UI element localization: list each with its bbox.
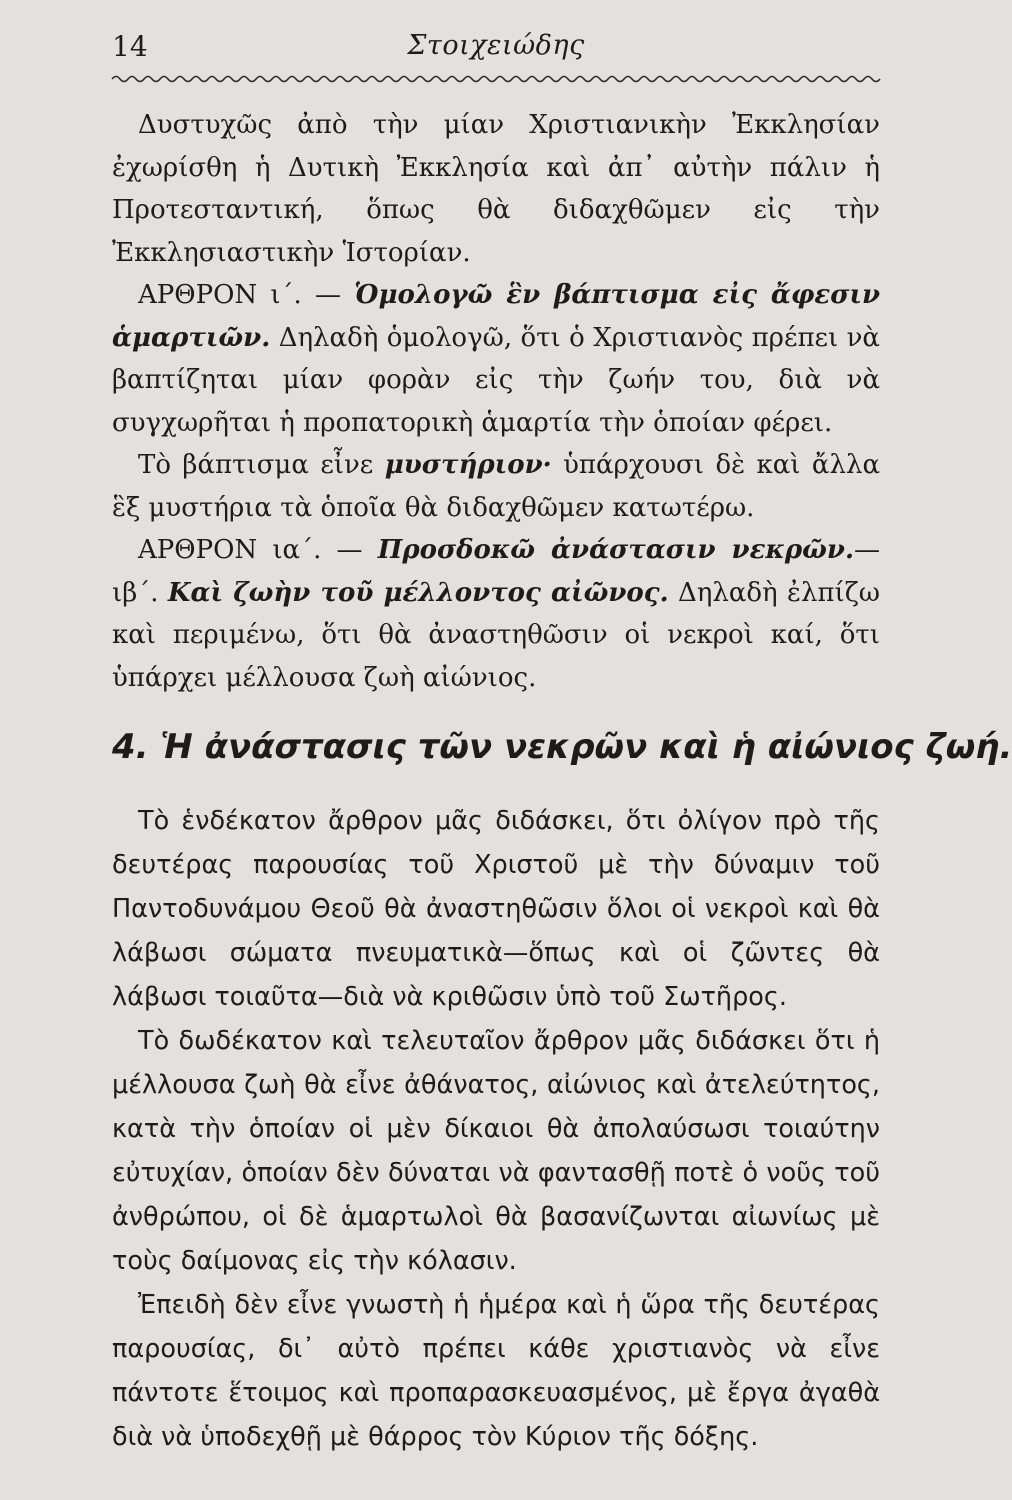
section-heading: 4. Ἡ ἀνάστασις τῶν νεκρῶν καὶ ἡ αἰώνιος ζωή.	[112, 727, 1012, 767]
article-10-title: Ὁμολογῶ ἓν βάπτισμα εἰς ἄφεσιν ἁμαρτιῶν.	[112, 280, 880, 353]
wavy-divider	[112, 72, 880, 86]
article-11-text: Δηλαδὴ ἐλπίζω καὶ περιμένω, ὅτι θὰ ἀναστηθῶσιν οἱ νεκροὶ καί, ὅτι ὑπάρχει μέλλουσα ζωὴ αἰώνιος.	[112, 577, 881, 693]
baptism-text-start: Τὸ βάπτισμα εἶνε	[138, 450, 385, 480]
article-11-label: ΑΡΘΡΟΝ ια΄. —	[138, 535, 363, 565]
paragraph-baptism	[112, 444, 880, 529]
article-11-title: Προσδοκῶ ἀνάστασιν νεκρῶν.	[377, 535, 855, 565]
page-number: 14	[112, 30, 148, 63]
paragraph-article-11-12	[112, 529, 880, 699]
paragraph-eternal-life: Τὸ δωδέκατον καὶ τελευταῖον ἄρθρον μᾶς διδάσκει ὅτι ἡ μέλλουσα ζωὴ θὰ εἶνε ἀθάνατος, αἰώνιος καὶ ἀτελεύτητος, κατὰ τὴν ὁποίαν οἱ μὲν δίκαιοι θὰ ἀπολαύσωσι τοιαύτην εὐτυχίαν, ὁποίαν δὲν δύναται νὰ φαντασθῇ ποτὲ ὁ νοῦς τοῦ ἀνθρώπου, οἱ δὲ ἁμαρτωλοὶ θὰ βασανίζωνται αἰωνίως μὲ τοὺς δαίμονας εἰς τὴν κόλασιν.	[112, 1026, 880, 1276]
baptism-emphasis: μυστήριον·	[384, 450, 552, 480]
article-10-label: ΑΡΘΡΟΝ ι΄. —	[138, 280, 341, 310]
paragraph-schism: Δυστυχῶς ἀπὸ τὴν μίαν Χριστιανικὴν Ἐκκλησίαν ἐχωρίσθη ἡ Δυτικὴ Ἐκκλησία καὶ ἀπ᾿ αὐτὴν πάλιν ἡ Προτεσταντική, ὅπως θὰ διδαχθῶμεν εἰς τὴν Ἐκκλησιαστικὴν Ἱστορίαν.	[112, 110, 880, 268]
baptism-text-rest: ὑπάρχουσι δὲ καὶ ἄλλα ἓξ μυστήρια τὰ ὁποῖα θὰ διδαχθῶμεν κατωτέρω.	[112, 450, 880, 523]
paragraph-second-coming: Ἐπειδὴ δὲν εἶνε γνωστὴ ἡ ἡμέρα καὶ ἡ ὥρα τῆς δευτέρας παρουσίας, δι᾿ αὐτὸ πρέπει κάθε χριστιανὸς νὰ εἶνε πάντοτε ἕτοιμος καὶ προπαρασκευασμένος, μὲ ἔργα ἀγαθὰ διὰ νὰ ὑποδεχθῇ μὲ θάρρος τὸν Κύριον τῆς δόξης.	[112, 1290, 880, 1452]
article-10-text: Δηλαδὴ ὁμολογῶ, ὅτι ὁ Χριστιανὸς πρέπει νὰ βαπτίζηται μίαν φορὰν εἰς τὴν ζωήν του, διὰ νὰ συγχωρῆται ἡ προπατορικὴ ἁμαρτία τὴν ὁποίαν φέρει.	[112, 322, 880, 438]
paragraph-resurrection: Τὸ ἑνδέκατον ἄρθρον μᾶς διδάσκει, ὅτι ὀλίγον πρὸ τῆς δευτέρας παρουσίας τοῦ Χριστοῦ μὲ τὴν δύναμιν τοῦ Παντοδυνάμου Θεοῦ θὰ ἀναστηθῶσιν ὅλοι οἱ νεκροὶ καὶ θὰ λάβωσι σώματα πνευματικὰ—ὅπως καὶ οἱ ζῶντες θὰ λάβωσι τοιαῦτα—διὰ νὰ κριθῶσιν ὑπὸ τοῦ Σωτῆρος.	[112, 806, 880, 1012]
page-body	[112, 104, 1012, 1459]
running-title: Στοιχειώδης	[407, 30, 585, 61]
article-12-title: Καὶ ζωὴν τοῦ μέλλοντος αἰῶνος.	[167, 577, 669, 608]
page-header	[112, 30, 880, 70]
paragraph-article-10	[112, 274, 880, 444]
section-body	[112, 799, 880, 1459]
article-12-label: —ιβ΄.	[112, 535, 881, 608]
